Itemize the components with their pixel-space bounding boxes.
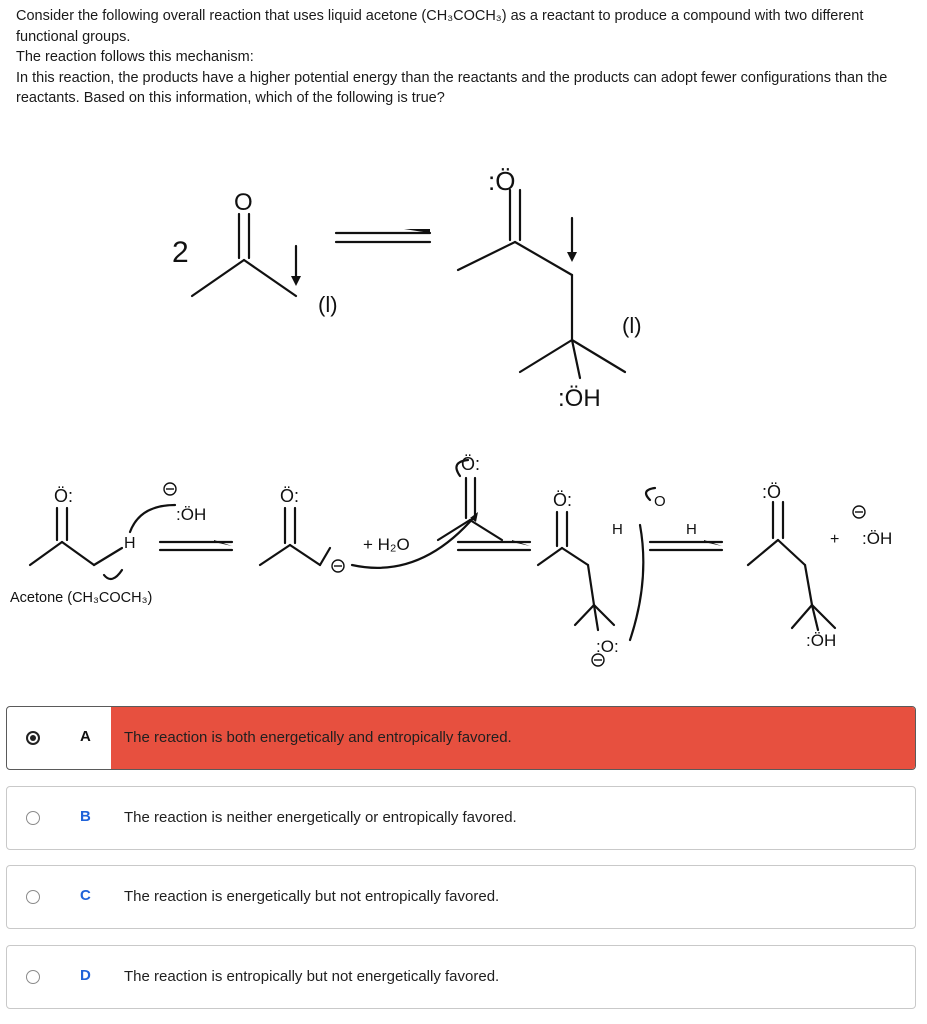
acetone-oxygen: Ö: <box>54 486 74 506</box>
option-b[interactable] <box>6 786 916 850</box>
bond <box>192 260 244 296</box>
water-hydrogen-left: H <box>612 521 623 538</box>
water-oxygen: O <box>654 493 666 510</box>
option-letter: B <box>80 808 91 825</box>
final-product-hydroxyl: :ÖH <box>806 631 837 650</box>
phase-label-right: (l) <box>622 313 642 338</box>
radio-icon[interactable] <box>26 811 40 825</box>
phase-label-left: (l) <box>318 292 338 317</box>
question-line-2: The reaction follows this mechanism: <box>16 49 254 65</box>
question-line-1: Consider the following overall reaction that uses liquid acetone (CH₃COCH₃) as a reactant to produce a compound with two different functional groups. <box>16 8 864 45</box>
second-acetone-oxygen: Ö: <box>461 454 481 474</box>
option-text: The reaction is entropically but not energetically favored. <box>124 968 500 985</box>
plus-water: + H₂O <box>363 535 410 554</box>
acetone-label: Acetone (CH₃COCH₃) <box>10 590 153 606</box>
option-text: The reaction is energetically but not entropically favored. <box>124 888 500 905</box>
option-letter: A <box>80 728 91 745</box>
intermediate-oxygen: Ö: <box>553 490 573 510</box>
option-text: The reaction is neither energetically or entropically favored. <box>124 809 517 826</box>
radio-icon[interactable] <box>26 970 40 984</box>
option-a[interactable] <box>6 706 916 770</box>
stoichiometric-coefficient: 2 <box>172 236 189 269</box>
enolate-oxygen: Ö: <box>280 486 300 506</box>
radio-icon[interactable] <box>26 731 40 745</box>
water-hydrogen-right: H <box>686 521 697 538</box>
carbonyl-oxygen: O <box>234 189 253 216</box>
alkoxide-oxygen: :O: <box>596 637 619 656</box>
product-hydroxyl: :ÖH <box>558 385 601 412</box>
question-line-3: In this reaction, the products have a higher potential energy than the reactants and the products can adopt fewer configurations than the reactants. Based on this information, which of the following is true? <box>16 69 888 106</box>
radio-icon[interactable] <box>26 890 40 904</box>
hydroxide-ion: :ÖH <box>176 505 207 524</box>
option-c[interactable] <box>6 865 916 929</box>
alpha-hydrogen: H <box>124 535 136 552</box>
plus-sign: + <box>830 531 840 548</box>
bond <box>244 260 296 296</box>
final-product-oxygen: :Ö <box>762 482 782 502</box>
product-oxygen: :Ö <box>488 166 516 196</box>
option-letter: D <box>80 967 91 984</box>
option-text: The reaction is both energetically and entropically favored. <box>124 729 512 746</box>
option-d[interactable] <box>6 945 916 1009</box>
option-letter: C <box>80 887 91 904</box>
regenerated-hydroxide: :ÖH <box>862 529 893 548</box>
